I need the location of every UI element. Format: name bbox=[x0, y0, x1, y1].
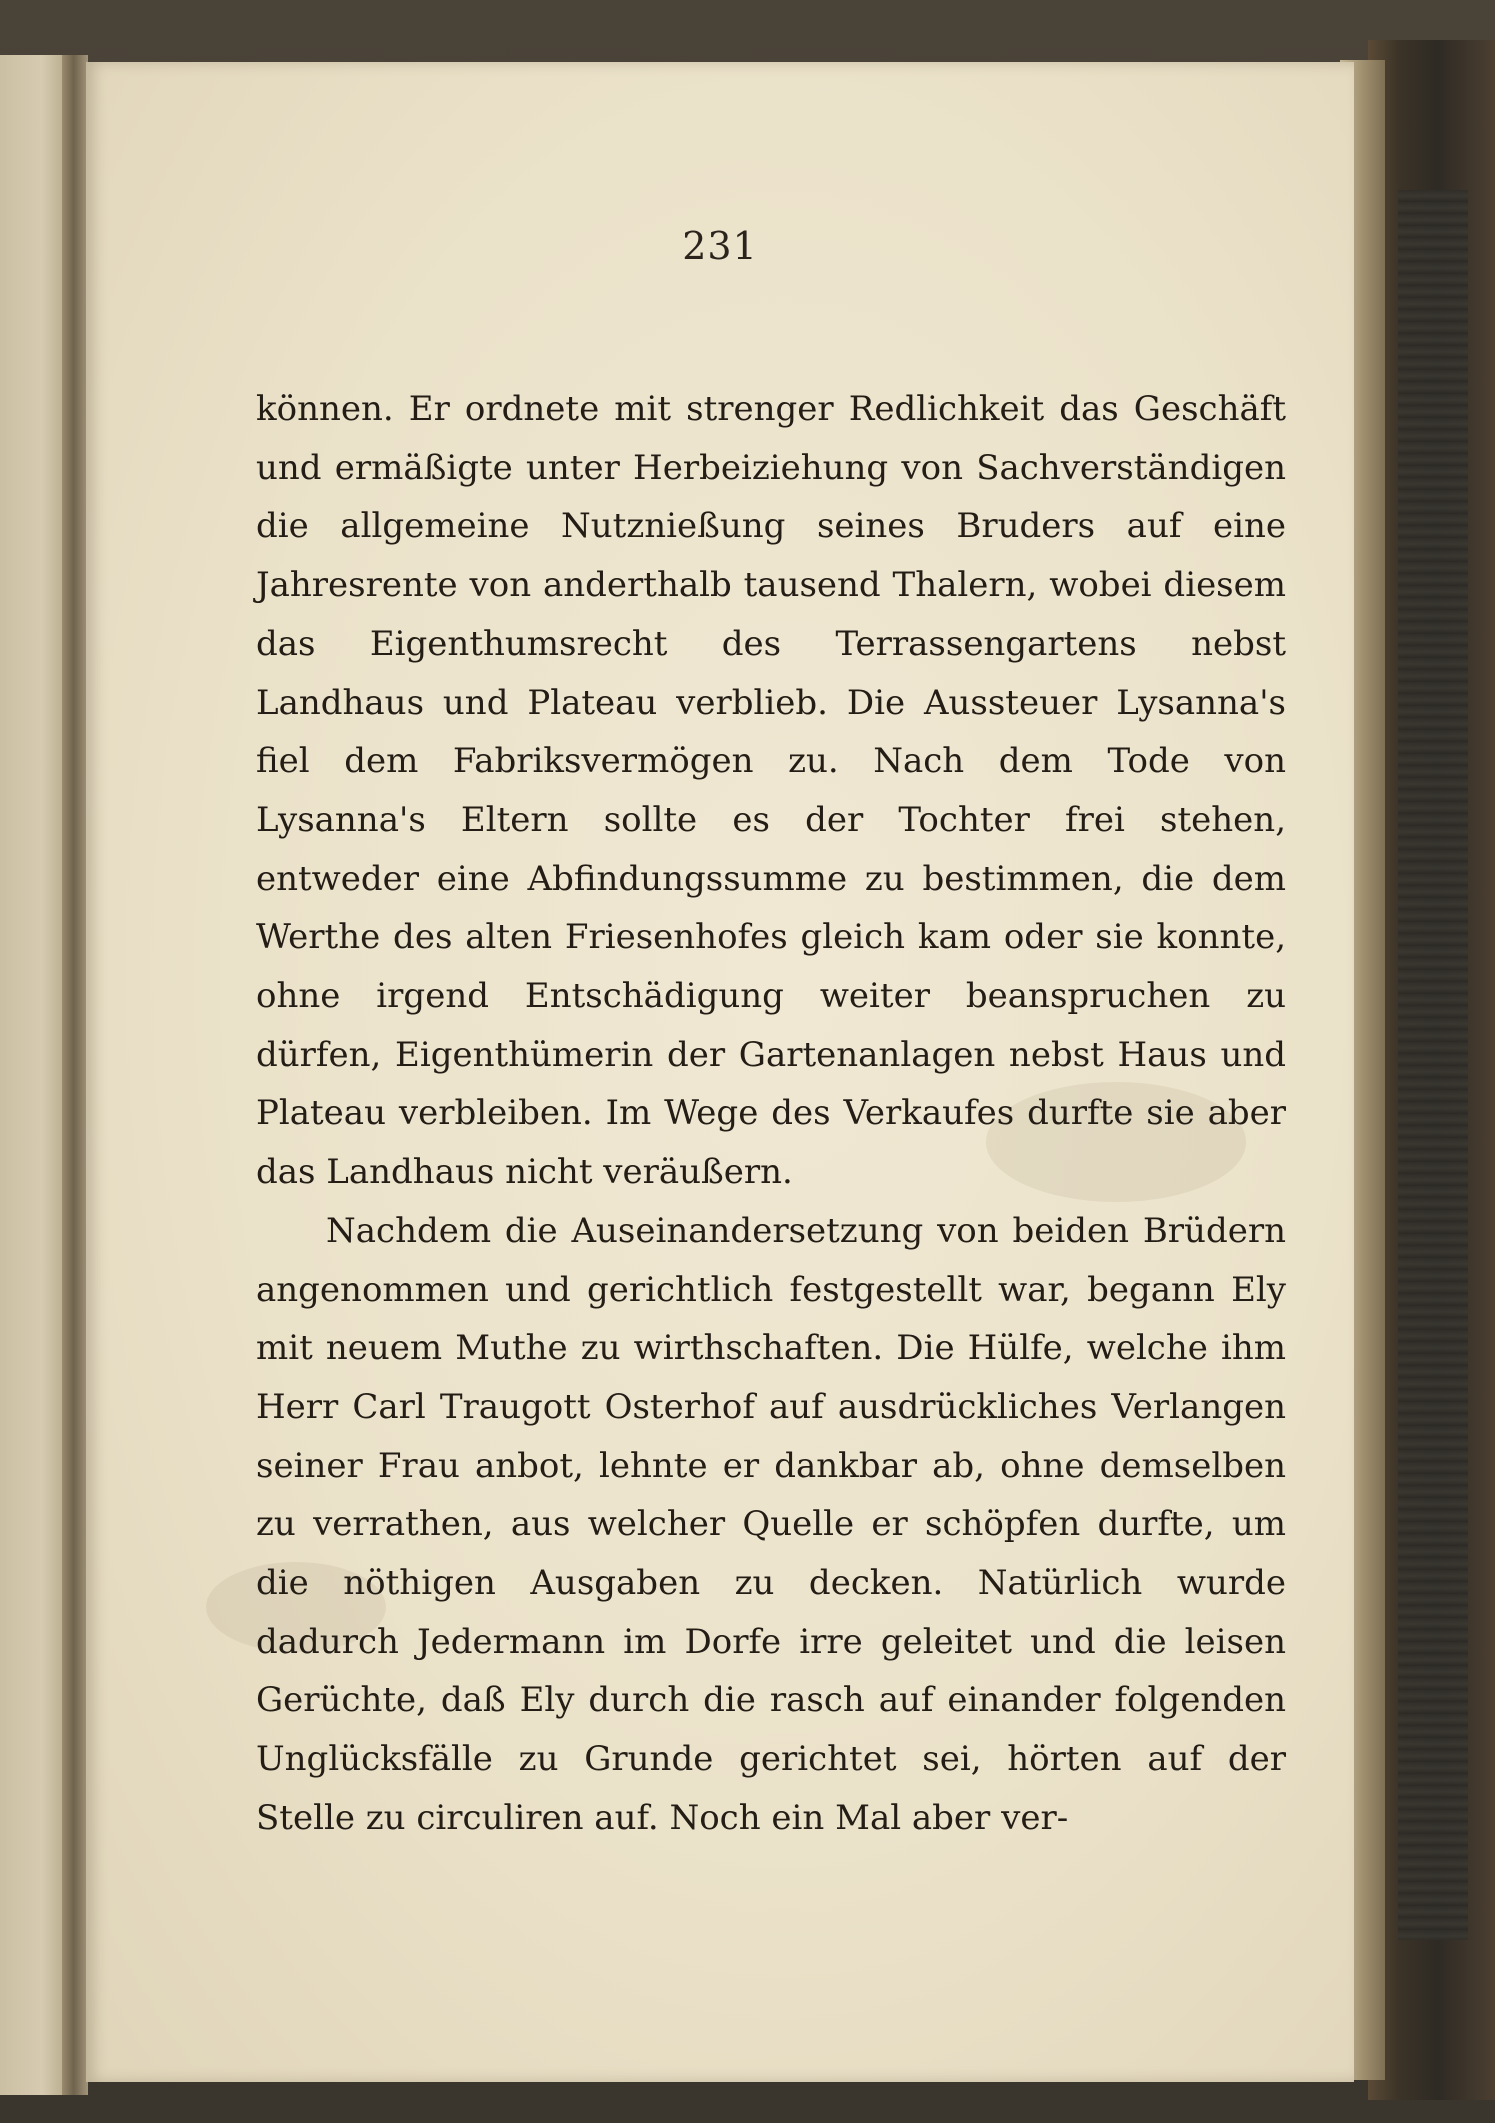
book-page bbox=[86, 62, 1354, 2082]
book-gutter bbox=[62, 55, 88, 2095]
paragraph-2: Nachdem die Auseinandersetzung von beiden Brüdern angenommen und gerichtlich festgestellt war, begann Ely mit neuem Muthe zu wirthschaften. Die Hülfe, welche ihm Herr Carl Traugott Osterhof auf ausdrückliches Verlangen seiner Frau anbot, lehnte er dankbar ab, ohne demselben zu verrathen, aus welcher Quelle er schöpfen durfte, um die nöthigen Ausgaben zu decken. Natürlich wurde dadurch Jedermann im Dorfe irre geleitet und die leisen Gerüchte, daß Ely durch die rasch auf einander folgenden Unglücksfälle zu Grunde gerichtet sei, hörten auf der Stelle zu circuliren auf. Noch ein Mal aber ver- bbox=[256, 1210, 1286, 1838]
paragraph-1: können. Er ordnete mit strenger Redlichkeit das Geschäft und ermäßigte unter Herbeiziehung von Sachverständigen die allgemeine Nutznießung seines Bruders auf eine Jahresrente von anderthalb tausend Thalern, wobei diesem das Eigenthumsrecht des Terrassengartens nebst Landhaus und Plateau verblieb. Die Aussteuer Lysanna's fiel dem Fabriksvermögen zu. Nach dem Tode von Lysanna's Eltern sollte es der Tochter frei stehen, entweder eine Abfindungssumme zu bestimmen, die dem Werthe des alten Friesenhofes gleich kam oder sie konnte, ohne irgend Entschädigung weiter beanspruchen zu dürfen, Eigenthümerin der Gartenanlagen nebst Haus und Plateau verbleiben. Im Wege des Verkaufes durfte sie aber das Landhaus nicht veräußern. bbox=[256, 389, 1286, 1193]
page-number: 231 bbox=[682, 224, 758, 268]
body-text bbox=[256, 380, 1286, 1848]
book-spine bbox=[1368, 40, 1495, 2100]
